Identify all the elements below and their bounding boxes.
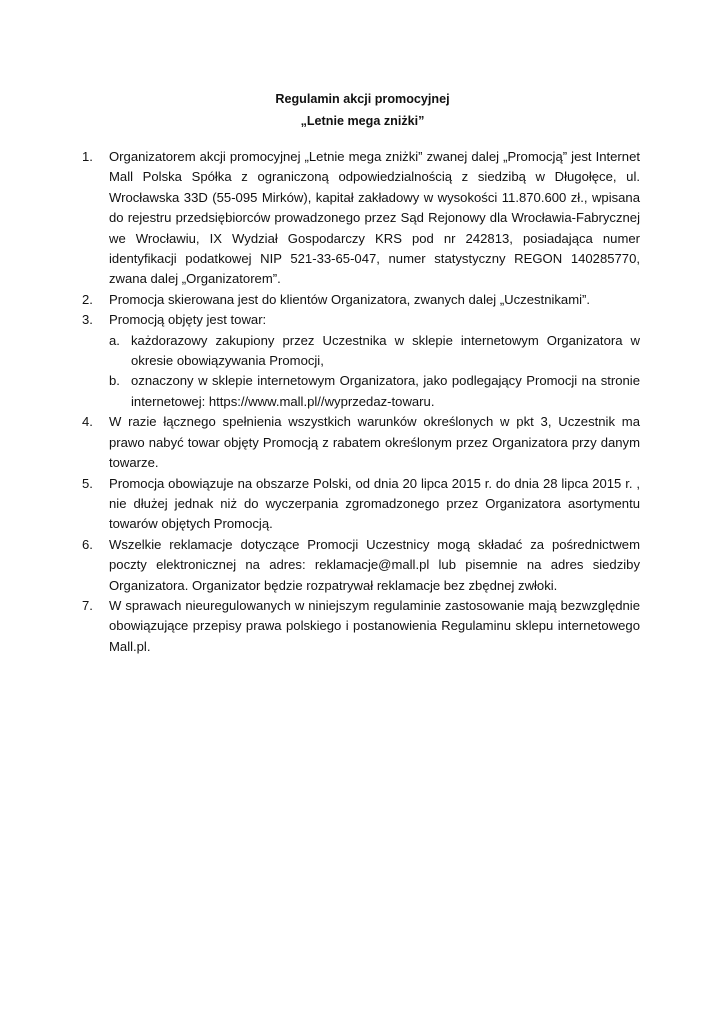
subitem-text: każdorazowy zakupiony przez Uczestnika w sklepie internetowym Organizatora w okresie obowiązywania Promocji, <box>131 332 640 369</box>
rule-text: W razie łącznego spełnienia wszystkich warunków określonych w pkt 3, Uczestnik ma prawo nabyć towar objęty Promocją z rabatem określonym przez Organizatora przy danym towarze. <box>109 414 640 471</box>
rule-number: 1. <box>82 149 93 164</box>
rule-item-3 <box>82 310 640 412</box>
subitem-text: oznaczony w sklepie internetowym Organizatora, jako podlegający Promocji na stronie internetowej: https://www.mall.pl//wyprzedaz-towaru. <box>131 373 640 409</box>
subitem-letter: a. <box>109 332 120 348</box>
rule-3-sublist <box>109 331 640 413</box>
rule-number: 7. <box>82 597 93 613</box>
rule-text: Promocja obowiązuje na obszarze Polski, od dnia 20 lipca 2015 r. do dnia 28 lipca 2015 r. , nie dłużej jednak niż do wyczerpania zgromadzonego przez Organizatora asortymentu towarów objętych Promocją. <box>109 475 640 532</box>
rule-number: 5. <box>82 475 93 491</box>
rule-item-2 <box>82 290 640 310</box>
rule-text: Organizatorem akcji promocyjnej „Letnie mega zniżki” zwanej dalej „Promocją” jest Internet Mall Polska Spółka z ograniczoną odpowiedzialnością z siedzibą w Długołęce, ul. Wrocławska 33D (55-095 Mirków), kapitał zakładowy w wysokości 11.870.600 zł., wpisana do rejestru przedsiębiorców prowadzonego przez Sąd Rejonowy dla Wrocławia-Fabrycznej we Wrocławiu, IX Wydział Gospodarczy KRS pod nr 242813, posiadająca numer identyfikacji podatkowej NIP 521-33-65-047, numer statystyczny REGON 140285770, zwana dalej „Organizatorem”. <box>109 149 640 287</box>
rule-item-7 <box>82 596 640 657</box>
rule-item-6 <box>82 535 640 596</box>
rule-number: 2. <box>82 291 93 307</box>
rule-item-5 <box>82 474 640 535</box>
rule-text: Promocją objęty jest towar: <box>109 312 267 328</box>
rule-number: 4. <box>82 414 93 430</box>
rule-item-4 <box>82 412 640 473</box>
rule-text: Promocja skierowana jest do klientów Organizatora, zwanych dalej „Uczestnikami”. <box>109 291 591 307</box>
title-line-2: „Letnie mega zniżki” <box>300 114 425 128</box>
rule-number: 6. <box>82 536 93 552</box>
subitem-letter: b. <box>109 373 120 389</box>
rule-subitem-b <box>109 371 640 412</box>
rule-item-1 <box>82 147 640 290</box>
rules-list <box>82 147 640 657</box>
rule-text: Wszelkie reklamacje dotyczące Promocji Uczestnicy mogą składać za pośrednictwem poczty elektronicznej na adres: reklamacje@mall.pl lub pisemnie na adres siedziby Organizatora. Organizator będzie rozpatrywał reklamacje bez zbędnej zwłoki. <box>109 536 640 593</box>
rule-text: W sprawach nieuregulowanych w niniejszym regulaminie zastosowanie mają bezwzględnie obowiązujące przepisy prawa polskiego i postanowienia Regulaminu sklepu internetowego Mall.pl. <box>109 597 640 654</box>
document-title <box>0 88 725 132</box>
rule-number: 3. <box>82 312 93 328</box>
title-line-1: Regulamin akcji promocyjnej <box>275 92 450 106</box>
rule-subitem-a <box>109 331 640 372</box>
